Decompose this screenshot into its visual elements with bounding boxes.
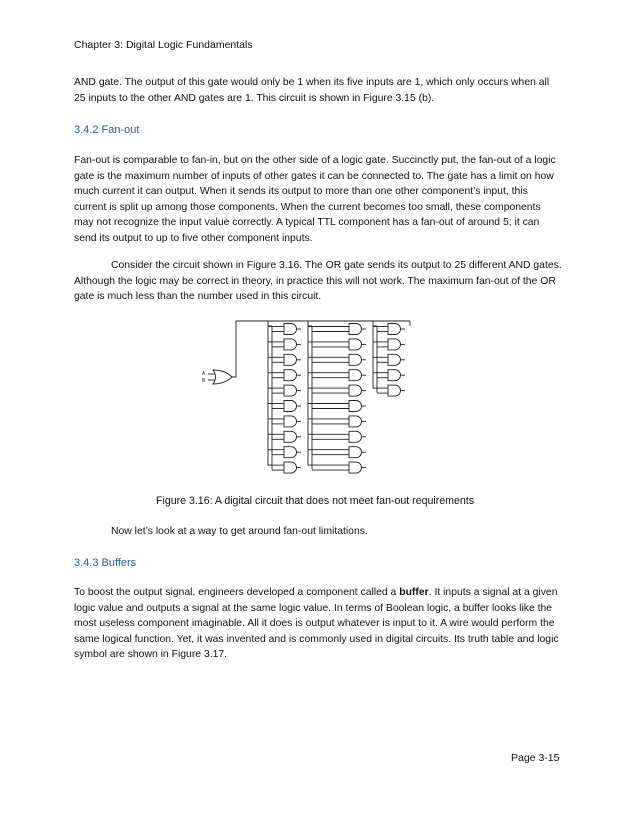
and-gate [349,324,362,335]
buffers-paragraph [74,585,562,663]
fan-out-paragraph: Fan-out is comparable to fan-in, but on the other side of a logic gate. Succinctly put, the fan-out of a logic gate is the maximum number of inputs of other gates it can be connected to. The gate has a limit on how much current it can output. When it sends its output to more than one other component’s input, this current is split up among those components. When the current becomes too small, these components may not recognize the input value correctly. A typical TTL component has a fan-out of around 5; it can send its output to up to five other component inputs. [74,155,556,244]
fan-out-circuit-figure [196,314,446,486]
and-gate [349,370,361,381]
and-gate [349,431,362,442]
and-gate [284,401,297,412]
consider-paragraph: Consider the circuit shown in Figure 3.16. The OR gate sends its output to 25 different AND gates. Although the logic may be correct in theory, in practice this will not work. The maximum fan-out of the OR gate is much less than the number used in this circuit. [74,260,562,303]
and-gate [284,339,297,350]
and-gate [349,462,362,473]
and-gate [284,416,297,427]
section-heading-fan-out: 3.4.2 Fan-out [74,124,140,136]
buffers-text-before: To boost the output signal, engineers developed a component called a [74,587,400,598]
and-gate [284,431,297,442]
and-gate [284,324,297,335]
now-paragraph: Now let’s look at a way to get around fan-out limitations. [111,526,368,537]
and-gate [349,354,361,365]
intro-paragraph: AND gate. The output of this gate would only be 1 when its five inputs are 1, which only occurs when all 25 inputs to the other AND gates are 1. This circuit is shown in Figure 3.15 (b). [74,77,550,104]
buffer-term: buffer [399,587,429,598]
page-number: Page 3-15 [511,752,560,764]
and-gate [349,385,362,396]
and-gate [349,447,362,458]
and-gate [388,385,401,396]
and-gate [284,385,297,396]
and-gate [349,416,362,427]
or-gate [213,370,232,384]
and-gate [284,370,296,381]
and-gate [388,370,400,381]
figure-caption: Figure 3.16: A digital circuit that does not meet fan-out requirements [156,495,474,507]
input-a-label: A [202,371,206,377]
input-b-label: B [202,378,206,384]
and-gate [388,339,401,350]
running-head: Chapter 3: Digital Logic Fundamentals [74,39,253,51]
buffers-text-after: . It inputs a signal at a given logic value and outputs a signal at the same logic value. In terms of Boolean logic, a buffer looks like the most useless component imaginable. All it does is output whatever is input to it. A wire would perform the same logical function. Yet, it was invented and is commonly used in digital circuits. Its truth table and logic symbol are shown in Figure 3.17. [74,587,559,661]
and-gate [349,401,362,412]
or-output-wire [232,321,236,377]
and-gate [284,447,297,458]
and-gate [284,462,297,473]
and-gate [388,324,401,335]
and-gate [388,354,400,365]
section-heading-buffers: 3.4.3 Buffers [74,557,137,569]
and-gate [349,339,362,350]
and-gate [284,354,296,365]
